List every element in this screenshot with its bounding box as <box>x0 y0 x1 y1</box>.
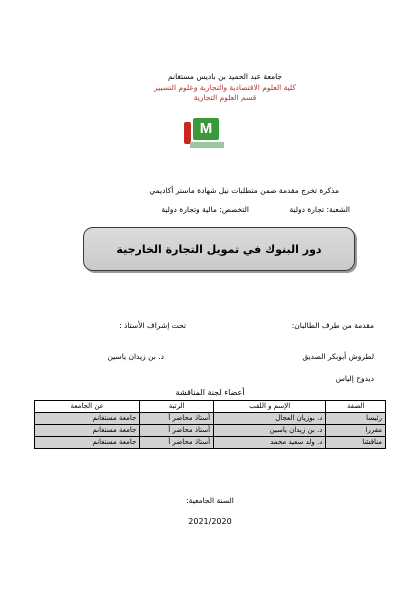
cell-university: جامعة مستغانم <box>35 425 140 437</box>
cell-role: رئيسا <box>326 413 386 425</box>
university-header <box>120 72 330 104</box>
cell-name: د. بن زيدان ياسين <box>214 425 326 437</box>
col-university: عن الجامعة <box>35 401 140 413</box>
thesis-title-box <box>83 227 355 271</box>
cell-role: مناقشا <box>326 437 386 449</box>
presented-by-label: مقدمة من طرف الطالبان: <box>291 321 374 330</box>
cell-name: د. ولد سعيد محمد <box>214 437 326 449</box>
table-row <box>35 413 386 425</box>
cell-university: جامعة مستغانم <box>35 413 140 425</box>
col-rank: الرتبة <box>140 401 214 413</box>
cell-rank: أستاذ محاضر أ <box>140 413 214 425</box>
academic-year-label: السنة الجامعية: <box>186 496 234 505</box>
cell-role: مقررا <box>326 425 386 437</box>
memo-specialty: التخصص: مالية وتجارة دولية <box>161 205 249 214</box>
thesis-title: دور البنوك في تمويل التجارة الخارجية <box>116 242 322 256</box>
table-row <box>35 437 386 449</box>
col-role: الصفة <box>326 401 386 413</box>
academic-year-value: 2021/2020 <box>188 517 232 526</box>
cell-university: جامعة مستغانم <box>35 437 140 449</box>
col-name: الإسم و اللقب <box>214 401 326 413</box>
cell-rank: أستاذ محاضر أ <box>140 437 214 449</box>
logo-subband <box>190 142 224 148</box>
cell-rank: أستاذ محاضر أ <box>140 425 214 437</box>
university-logo <box>184 118 228 152</box>
memo-description: مذكرة تخرج مقدمة ضمن متطلبات نيل شهادة ماستر أكاديمي <box>149 186 339 195</box>
faculty-name: كلية العلوم الاقتصادية والتجارية وعلوم التسيير <box>154 82 296 92</box>
logo-red-bar <box>184 122 191 144</box>
supervisor-name: د. بن زيدان ياسين <box>107 352 164 361</box>
logo-m-glyph: M <box>199 120 213 137</box>
memo-branch: الشعبة: تجارة دولية <box>289 205 350 214</box>
table-row <box>35 425 386 437</box>
cell-name: د. بوزيان العجال <box>214 413 326 425</box>
jury-header-row <box>35 401 386 413</box>
student-2-name: ديدوح إلياس <box>335 374 374 383</box>
department-name: قسم العلوم التجارية <box>193 93 257 102</box>
supervision-label: تحت إشراف الأستاذ : <box>119 321 186 330</box>
jury-table <box>34 400 386 449</box>
university-name: جامعة عبد الحميد بن باديس مستغانم <box>167 72 283 81</box>
student-1-name: لطروش أبوبكر الصديق <box>302 352 374 361</box>
jury-heading: أعضاء لجنة المناقشة <box>175 388 245 397</box>
